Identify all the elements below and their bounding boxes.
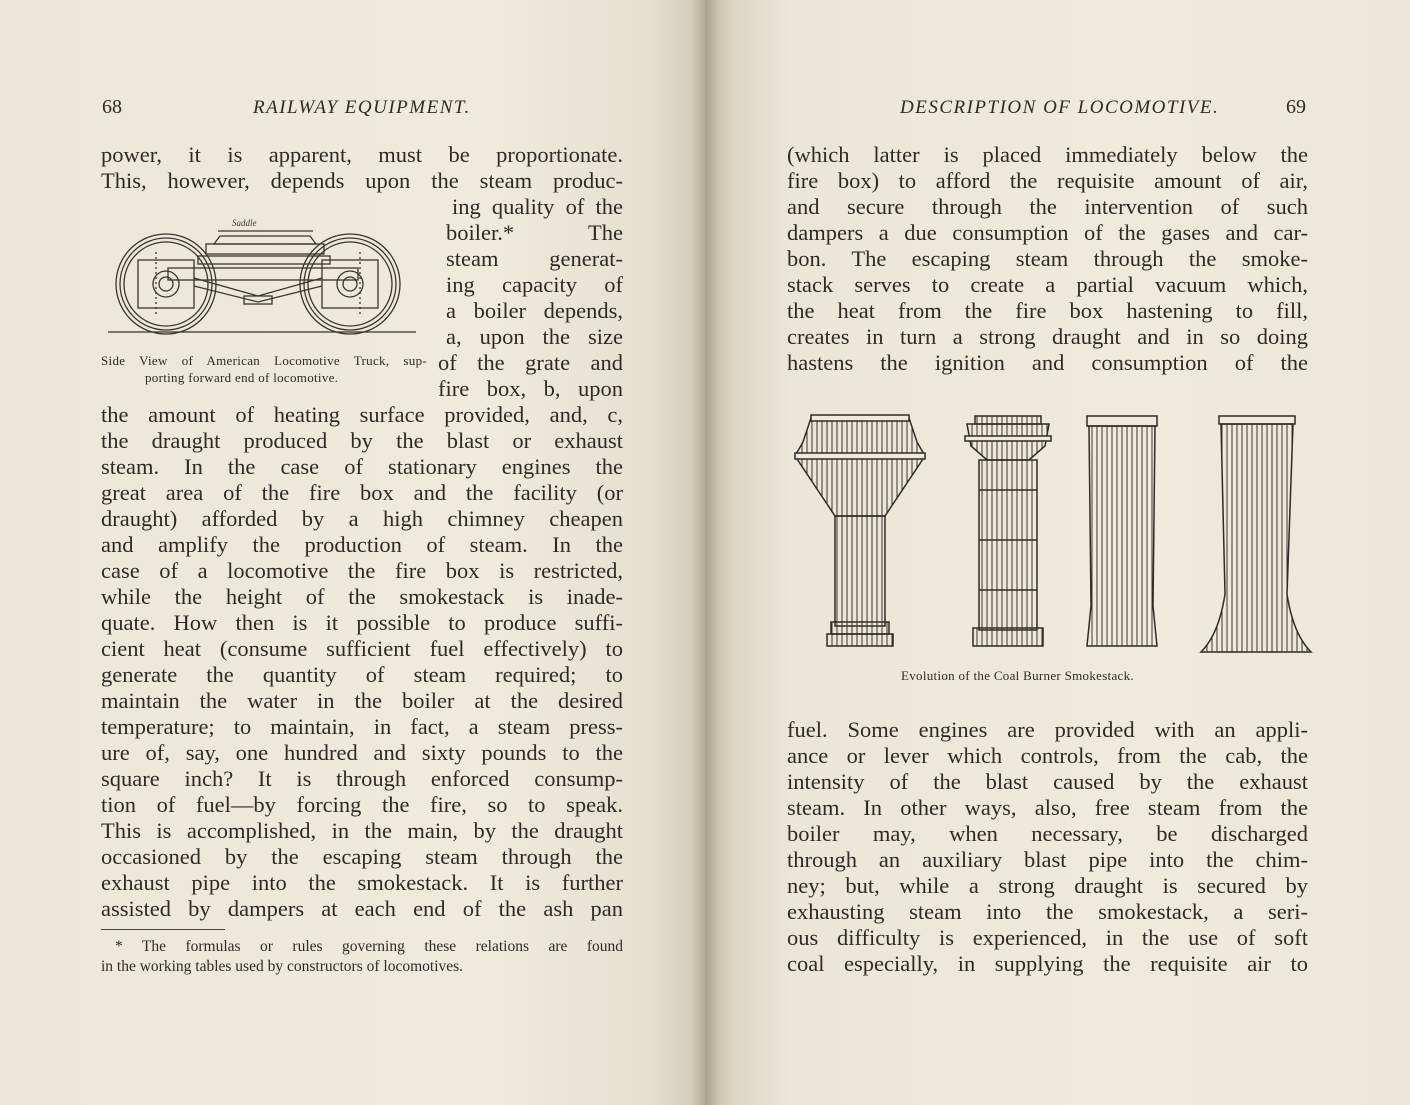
text-line: through an auxiliary blast pipe into the chim- xyxy=(787,847,1308,872)
text-line: bon. The escaping steam through the smoke- xyxy=(787,246,1308,271)
text-line: maintain the water in the boiler at the desired xyxy=(101,688,623,713)
text-line: a boiler depends, xyxy=(446,298,623,323)
text-line: generate the quantity of steam required; to xyxy=(101,662,623,687)
smokestack-3 xyxy=(1087,416,1157,646)
text-line: This is accomplished, in the main, by the draught xyxy=(101,818,623,843)
figure-caption: Evolution of the Coal Burner Smokestack. xyxy=(901,668,1134,683)
footnote-line: * The formulas or rules governing these relations are found xyxy=(115,938,623,955)
text-line: coal especially, in supplying the requisite air to xyxy=(787,951,1308,976)
running-head: RAILWAY EQUIPMENT. xyxy=(253,97,471,118)
text-line: and secure through the intervention of such xyxy=(787,194,1308,219)
text-line: (which latter is placed immediately below the xyxy=(787,142,1308,167)
text-line: occasioned by the escaping steam through the xyxy=(101,844,623,869)
text-line: a, upon the size xyxy=(446,324,623,349)
text-line: tion of fuel—by forcing the fire, so to speak. xyxy=(101,792,623,817)
text-line: This, however, depends upon the steam produc- xyxy=(101,168,623,193)
footnote-line: in the working tables used by constructors of locomotives. xyxy=(101,958,464,975)
smokestack-2 xyxy=(965,416,1051,646)
text-line: steam. In other ways, also, free steam from the xyxy=(787,795,1308,820)
text-line: fuel. Some engines are provided with an appli- xyxy=(787,717,1308,742)
text-line: and amplify the production of steam. In the xyxy=(101,532,623,557)
page-number: 68 xyxy=(102,96,122,118)
text-line: while the height of the smokestack is inade- xyxy=(101,584,623,609)
text-line: ing quality of the xyxy=(452,194,623,219)
text-line: stack serves to create a partial vacuum which, xyxy=(787,272,1308,297)
text-line: fire box) to afford the requisite amount of air, xyxy=(787,168,1308,193)
text-line: intensity of the blast caused by the exhaust xyxy=(787,769,1308,794)
text-line: of the grate and xyxy=(438,350,623,375)
text-line: assisted by dampers at each end of the ash pan xyxy=(101,896,623,921)
text-line: ney; but, while a strong draught is secured by xyxy=(787,873,1308,898)
smokestack-4 xyxy=(1201,416,1311,652)
text-line: ance or lever which controls, from the cab, the xyxy=(787,743,1308,768)
text-line: steam generat- xyxy=(446,246,623,271)
smokestack-figure xyxy=(785,410,1315,665)
text-line: ing capacity of xyxy=(446,272,623,297)
text-line: boiler.* The xyxy=(446,220,623,245)
text-line: creates in turn a strong draught and in so doing xyxy=(787,324,1308,349)
running-head: DESCRIPTION OF LOCOMOTIVE. xyxy=(900,97,1220,118)
text-line: exhaust pipe into the smokestack. It is further xyxy=(101,870,623,895)
text-line: ure of, say, one hundred and sixty pounds to the xyxy=(101,740,623,765)
text-line: ous difficulty is experienced, in the use of soft xyxy=(787,925,1308,950)
text-line: steam. In the case of stationary engines the xyxy=(101,454,623,479)
figure-caption: Side View of American Locomotive Truck, sup- xyxy=(101,353,427,368)
footnote-rule xyxy=(101,929,225,930)
text-line: great area of the fire box and the facility (or xyxy=(101,480,623,505)
text-line: cient heat (consume sufficient fuel effectively) to xyxy=(101,636,623,661)
right-page xyxy=(705,0,1410,1105)
text-line: hastens the ignition and consumption of the xyxy=(787,350,1308,375)
page-number: 69 xyxy=(1286,96,1306,118)
figure-label: Saddle xyxy=(232,218,257,228)
text-line: dampers a due consumption of the gases and car- xyxy=(787,220,1308,245)
locomotive-truck-figure xyxy=(108,212,420,337)
text-line: draught) afforded by a high chimney cheapen xyxy=(101,506,623,531)
text-line: exhausting steam into the smokestack, a seri- xyxy=(787,899,1308,924)
text-line: power, it is apparent, must be proportionate. xyxy=(101,142,623,167)
text-line: case of a locomotive the fire box is restricted, xyxy=(101,558,623,583)
figure-caption: porting forward end of locomotive. xyxy=(145,370,339,385)
book-spine-shadow xyxy=(690,0,720,1105)
text-line: the heat from the fire box hastening to fill, xyxy=(787,298,1308,323)
text-line: temperature; to maintain, in fact, a steam press- xyxy=(101,714,623,739)
text-line: square inch? It is through enforced consump- xyxy=(101,766,623,791)
smokestack-1 xyxy=(795,415,925,646)
text-line: the amount of heating surface provided, and, c, xyxy=(101,402,623,427)
text-line: fire box, b, upon xyxy=(438,376,623,401)
text-line: quate. How then is it possible to produce suffi- xyxy=(101,610,623,635)
text-line: the draught produced by the blast or exhaust xyxy=(101,428,623,453)
text-line: boiler may, when necessary, be discharged xyxy=(787,821,1308,846)
